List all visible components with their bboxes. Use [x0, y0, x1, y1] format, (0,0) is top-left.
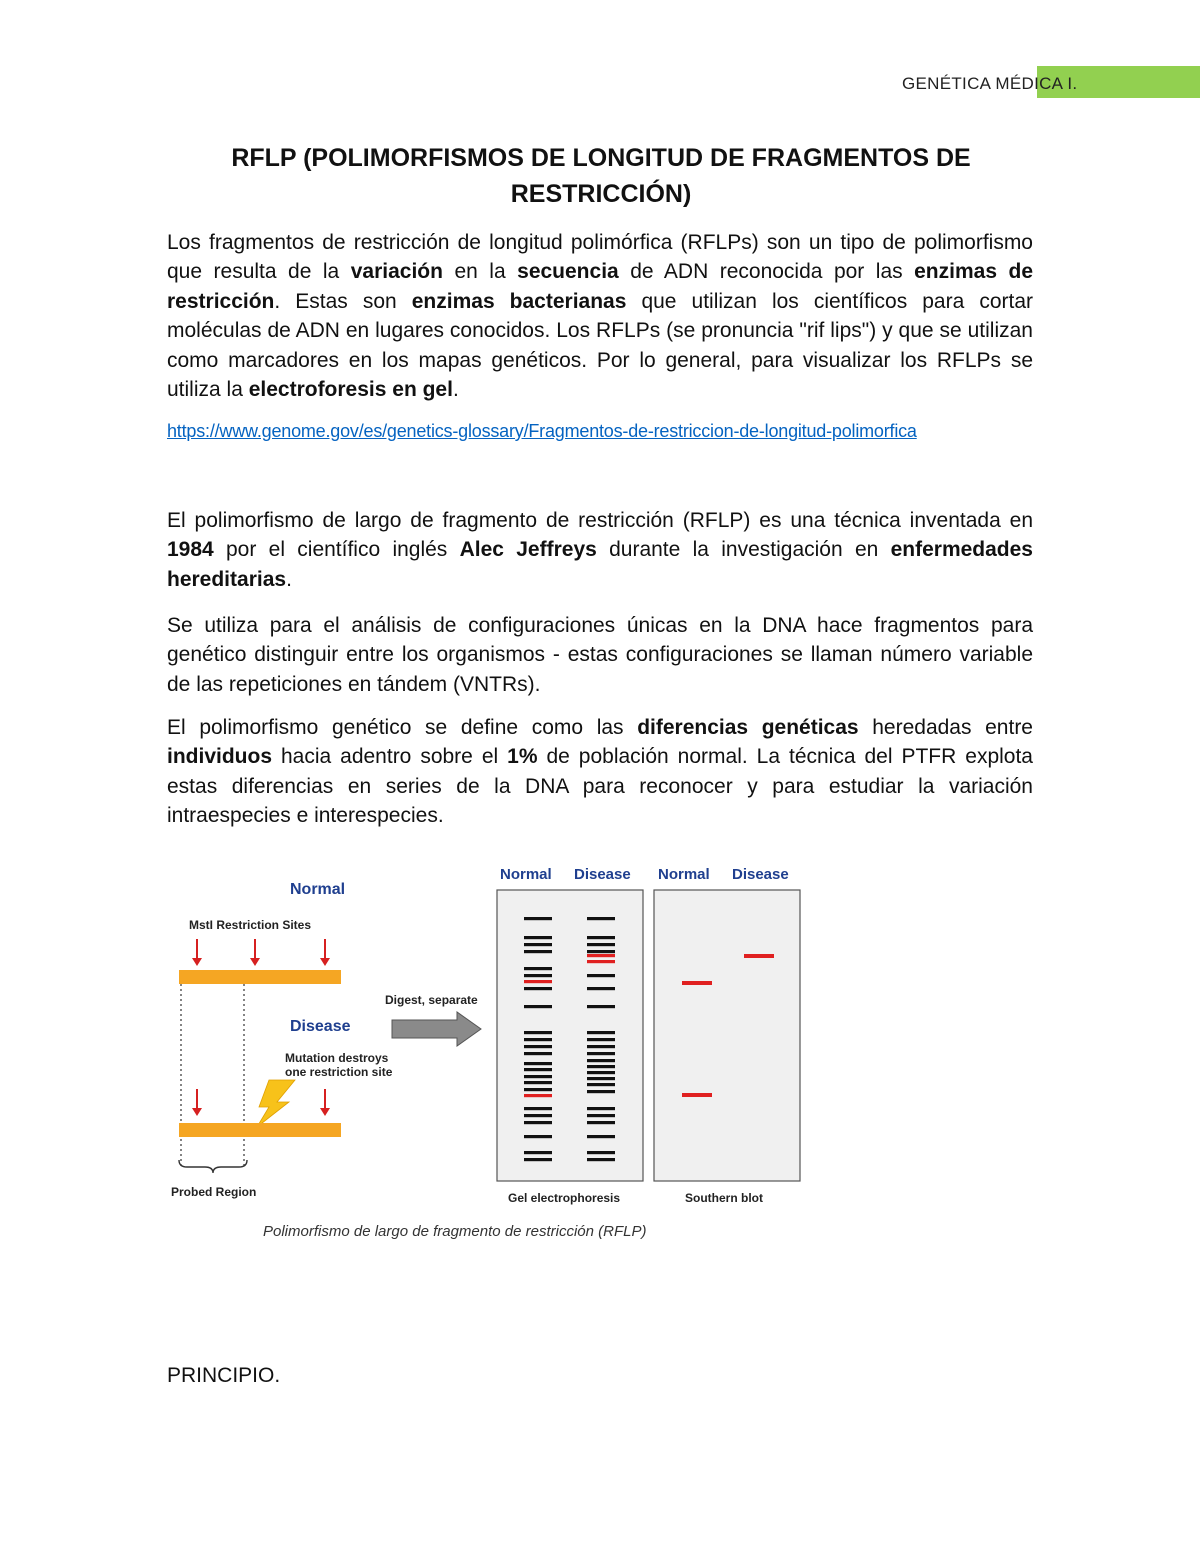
paragraph-2: El polimorfismo de largo de fragmento de restricción (RFLP) es una técnica inventada en 1984 por el científico inglés Alec Jeffreys durante la investigación en enfermedades hereditarias. [167, 509, 1033, 591]
gel-band [524, 1094, 552, 1097]
gel-band [524, 1135, 552, 1138]
normal-arrows [192, 939, 330, 966]
gel-band [587, 917, 615, 920]
probed-region-brace [179, 1160, 247, 1173]
paragraph-3: Se utiliza para el análisis de configuraciones únicas en la DNA hace fragmentos para genético distinguir entre los organismos - estas configuraciones se llaman número variable de las repeticiones en tándem (VNTRs). [167, 614, 1033, 696]
digest-label: Digest, separate [385, 993, 478, 1007]
gel-band [587, 1059, 615, 1062]
mutation-label-1: Mutation destroys [285, 1051, 389, 1065]
gel-band [587, 950, 615, 953]
gel-electrophoresis-panel [497, 890, 643, 1181]
gel-band [524, 1121, 552, 1124]
gel-band [587, 943, 615, 946]
rflp-figure [165, 855, 815, 1245]
gel-band [587, 936, 615, 939]
gel-band [524, 1038, 552, 1041]
gel-band [524, 1068, 552, 1071]
gel-band [524, 1088, 552, 1091]
lightning-bolt-icon [257, 1080, 295, 1127]
gel-band [524, 987, 552, 990]
gel-band [524, 1052, 552, 1055]
gel-band [524, 936, 552, 939]
restriction-arrow-icon [192, 939, 202, 966]
gel-band [524, 967, 552, 970]
section-heading-principio: PRINCIPIO. [167, 1364, 281, 1387]
paragraph-4: El polimorfismo genético se define como las diferencias genéticas heredadas entre individuos hacia adentro sobre el 1% de población normal. La técnica del PTFR explota estas diferencias en series de la DNA para reconocer y para estudiar la variación intraespecies e interespecies. [167, 716, 1033, 828]
gel-band [587, 1031, 615, 1034]
disease-label: Disease [290, 1018, 351, 1035]
gel-band [587, 1071, 615, 1074]
gel-band [524, 1107, 552, 1110]
restriction-arrow-icon [192, 1089, 202, 1116]
gel-band [587, 1052, 615, 1055]
gel-band [587, 1065, 615, 1068]
gel-band [524, 1075, 552, 1078]
gel-band [587, 1045, 615, 1048]
gel-band [524, 1158, 552, 1161]
gel-band [587, 1107, 615, 1110]
gel-band [524, 1151, 552, 1154]
gel-band [524, 1005, 552, 1008]
figure-caption: Polimorfismo de largo de fragmento de restricción (RFLP) [263, 1223, 647, 1240]
mutation-label-2: one restriction site [285, 1065, 393, 1079]
gel-band [524, 974, 552, 977]
blot-band [682, 1093, 712, 1097]
gel-band [587, 1121, 615, 1124]
header-text: GENÉTICA MÉDICA I. [902, 74, 1078, 93]
disease-dna-bar [179, 1123, 341, 1137]
gel-band [587, 1090, 615, 1093]
restriction-arrow-icon [320, 939, 330, 966]
msti-label: MstI Restriction Sites [189, 918, 312, 932]
restriction-arrow-icon [320, 1089, 330, 1116]
gel-band [587, 1151, 615, 1154]
gel-band [524, 1081, 552, 1084]
gel-band [524, 943, 552, 946]
gel-band [524, 980, 552, 983]
gel-band [587, 1038, 615, 1041]
paragraph-1: Los fragmentos de restricción de longitud polimórfica (RFLPs) son un tipo de polimorfismo que resulta de la variación en la secuencia de ADN reconocida por las enzimas de restricción. Estas son enzimas bacterianas que utilizan los científicos para cortar moléculas de ADN en lugares conocidos. Los RFLPs (se pronuncia "rif lips") y que se utilizan como marcadores en los mapas genéticos. Por lo general, para visualizar los RFLPs se utiliza la electroforesis en gel. [167, 231, 1034, 402]
gel-band [524, 1062, 552, 1065]
blot-normal-header: Normal [658, 866, 710, 883]
blot-band [744, 954, 774, 958]
gel-band [587, 1158, 615, 1161]
gel-band [524, 917, 552, 920]
digest-arrow-icon [392, 1012, 481, 1046]
gel-band [587, 954, 615, 957]
gel-band [524, 1045, 552, 1048]
gel-band [587, 1077, 615, 1080]
southern-blot-label: Southern blot [685, 1191, 763, 1205]
gel-electrophoresis-label: Gel electrophoresis [508, 1191, 621, 1205]
blot-band [682, 981, 712, 985]
normal-dna-bar [179, 970, 341, 984]
gel-band [587, 1135, 615, 1138]
page-header [0, 66, 1200, 98]
gel-band [524, 950, 552, 953]
gel-band [524, 1114, 552, 1117]
gel-band [587, 1083, 615, 1086]
restriction-arrow-icon [250, 939, 260, 966]
normal-label: Normal [290, 881, 346, 898]
gel-disease-header: Disease [574, 866, 631, 883]
genome-glossary-link[interactable]: https://www.genome.gov/es/genetics-glossary/Fragmentos-de-restriccion-de-longitud-polimorfica [167, 421, 917, 441]
gel-band [587, 1005, 615, 1008]
gel-normal-header: Normal [500, 866, 552, 883]
gel-band [587, 960, 615, 963]
probed-region-label: Probed Region [171, 1185, 257, 1199]
gel-band [524, 1031, 552, 1034]
blot-disease-header: Disease [732, 866, 789, 883]
gel-band [587, 1114, 615, 1117]
gel-band [587, 974, 615, 977]
document-title: RFLP (POLIMORFISMOS DE LONGITUD DE FRAGMENTOS DE RESTRICCIÓN) [231, 144, 971, 208]
gel-band [587, 987, 615, 990]
southern-blot-panel [654, 890, 800, 1181]
